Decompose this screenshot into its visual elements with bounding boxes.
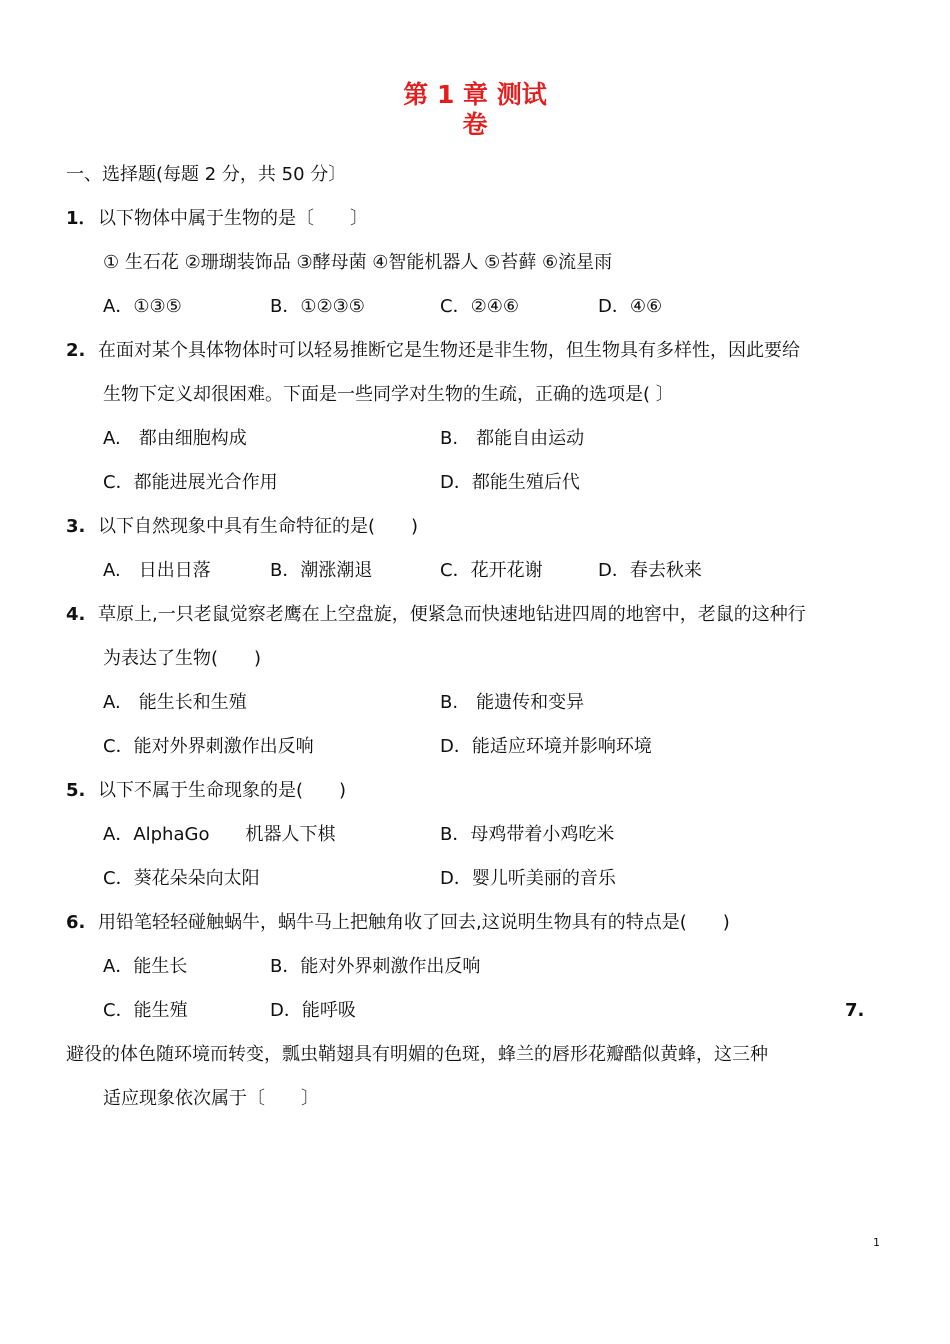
q5-option-a: A．AlphaGo 机器人下棋 xyxy=(103,824,336,845)
q2-option-c: C．都能进展光合作用 xyxy=(103,472,278,493)
q5-stem: 以下不属于生命现象的是( ) xyxy=(98,780,347,801)
q4-option-d: D．能适应环境并影响环境 xyxy=(440,736,652,757)
q4-option-a: A. 能生长和生殖 xyxy=(103,692,247,713)
q5-option-d: D．婴儿听美丽的音乐 xyxy=(440,868,616,889)
q3-option-c: C．花开花谢 xyxy=(440,560,543,581)
q1-option-d: D．④⑥ xyxy=(598,296,663,317)
q1-option-b: B．①②③⑤ xyxy=(270,296,365,317)
q3-option-b: B．潮涨潮退 xyxy=(270,560,373,581)
q5-option-b: B．母鸡带着小鸡吃米 xyxy=(440,824,615,845)
q2-option-d: D．都能生殖后代 xyxy=(440,472,580,493)
q2-number: 2. xyxy=(66,340,86,361)
q4-number: 4. xyxy=(66,604,86,625)
q1-option-c: C．②④⑥ xyxy=(440,296,519,317)
q4-option-b: B. 能遗传和变异 xyxy=(440,692,585,713)
q2-option-a: A. 都由细胞构成 xyxy=(103,428,247,449)
q5-number: 5. xyxy=(66,780,86,801)
q2-option-b: B. 都能自由运动 xyxy=(440,428,585,449)
q2-stem-line-1: 在面对某个具体物体时可以轻易推断它是生物还是非生物，但生物具有多样性，因此要给 xyxy=(98,340,800,361)
q7-stem-line-1: 避役的体色随环境而转变，瓢虫鞘翅具有明媚的色斑，蜂兰的唇形花瓣酷似黄蜂，这三种 xyxy=(66,1044,768,1065)
q6-option-c: C．能生殖 xyxy=(103,1000,188,1021)
title-line-2: 卷 xyxy=(462,110,488,139)
q3-option-a: A. 日出日落 xyxy=(103,560,211,581)
q6-option-a: A．能生长 xyxy=(103,956,188,977)
title-line-1: 第 1 章 测试 xyxy=(403,80,547,109)
q7-number: 7. xyxy=(845,1000,865,1021)
q6-stem: 用铅笔轻轻碰触蜗牛，蜗牛马上把触角收了回去,这说明生物具有的特点是( ) xyxy=(98,912,730,933)
q6-option-d: D．能呼吸 xyxy=(270,1000,356,1021)
q1-items: ① 生石花 ②珊瑚装饰品 ③酵母菌 ④智能机器人 ⑤苔藓 ⑥流星雨 xyxy=(103,252,613,273)
q3-option-d: D．春去秋来 xyxy=(598,560,702,581)
q1-number: 1． xyxy=(66,208,97,229)
q3-number: 3. xyxy=(66,516,86,537)
q1-stem: 以下物体中属于生物的是〔 〕 xyxy=(98,208,368,229)
q4-stem-line-2: 为表达了生物( ) xyxy=(103,648,262,669)
q1-option-a: A．①③⑤ xyxy=(103,296,182,317)
q6-number: 6. xyxy=(66,912,86,933)
page-number: 1 xyxy=(873,1236,880,1249)
page-title xyxy=(375,80,575,140)
q4-option-c: C．能对外界刺激作出反响 xyxy=(103,736,314,757)
q4-stem-line-1: 草原上,一只老鼠觉察老鹰在上空盘旋，便紧急而快速地钻进四周的地窖中，老鼠的这种行 xyxy=(98,604,806,625)
q3-stem: 以下自然现象中具有生命特征的是( ) xyxy=(98,516,419,537)
q6-option-b: B．能对外界刺激作出反响 xyxy=(270,956,481,977)
section-heading: 一、选择题(每题 2 分，共 50 分〕 xyxy=(66,164,347,185)
q5-option-c: C．葵花朵朵向太阳 xyxy=(103,868,260,889)
q2-stem-line-2: 生物下定义却很困难。下面是一些同学对生物的生疏，正确的选项是( 〕 xyxy=(103,384,674,405)
q7-stem-line-2: 适应现象依次属于〔 〕 xyxy=(103,1088,319,1109)
